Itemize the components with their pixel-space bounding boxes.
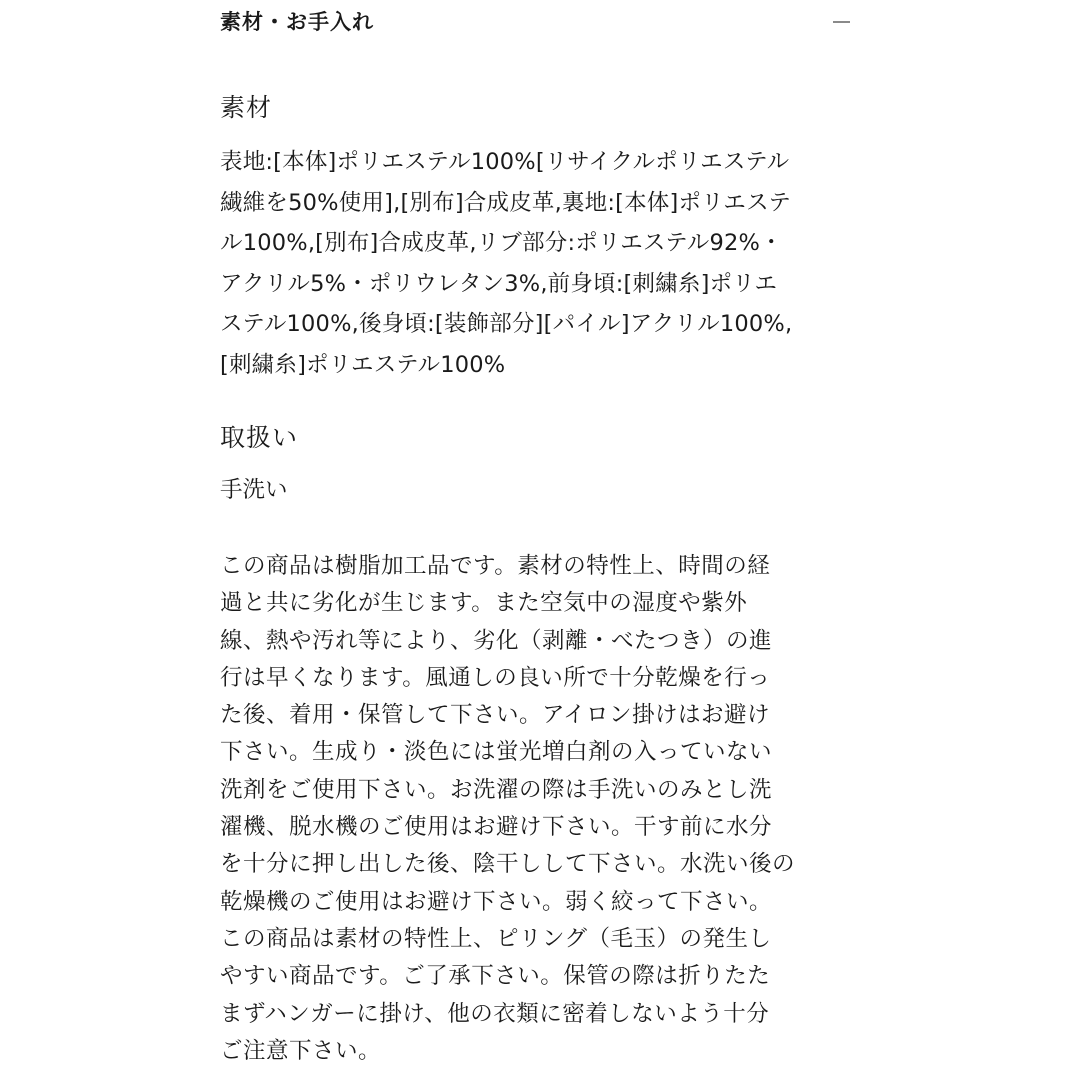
care-heading: 取扱い — [220, 423, 299, 452]
care-method-text: 手洗い — [220, 477, 288, 503]
accordion-title: 素材・お手入れ — [220, 10, 374, 34]
care-notes-text: この商品は樹脂加工品です。素材の特性上、時間の経 過と共に劣化が生じます。また空気中の湿度や紫外 線、熱や汚れ等により、劣化（剥離・べたつき）の進 行は早くなります。風通しの良い所で十分乾燥を行っ た後、着用・保管して下さい。アイロン掛けはお避け 下さい。生成り・淡色には蛍光増白剤の入っていない 洗剤をご使用下さい。お洗濯の際は手洗いのみとし洗 濯機、脱水機のご使用はお避け下さい。干す前に水分 を十分に押し出した後、陰干しして下さい。水洗い後の 乾燥機のご使用はお避け下さい。弱く絞って下さい。 この商品は素材の特性上、ピリング（毛玉）の発生し やすい商品です。ご了承下さい。保管の際は折りたた まずハンガーに掛け、他の衣類に密着しないよう十分 ご注意下さい。 — [220, 553, 796, 1064]
minus-icon[interactable] — [833, 21, 850, 23]
material-composition-text: 表地:[本体]ポリエステル100%[リサイクルポリエステル 繊維を50%使用],[別布]合成皮革,裏地:[本体]ポリエステ ル100%,[別布]合成皮革,リブ部分:ポリエステル92%・ アクリル5%・ポリウレタン3%,前身頃:[刺繍糸]ポリエ ステル100%,後身頃:[装飾部分][パイル]アクリル100%, [刺繍糸]ポリエステル100% — [220, 149, 793, 378]
accordion-header[interactable] — [220, 0, 860, 46]
material-heading: 素材 — [220, 93, 273, 122]
material-care-panel — [220, 0, 860, 1064]
